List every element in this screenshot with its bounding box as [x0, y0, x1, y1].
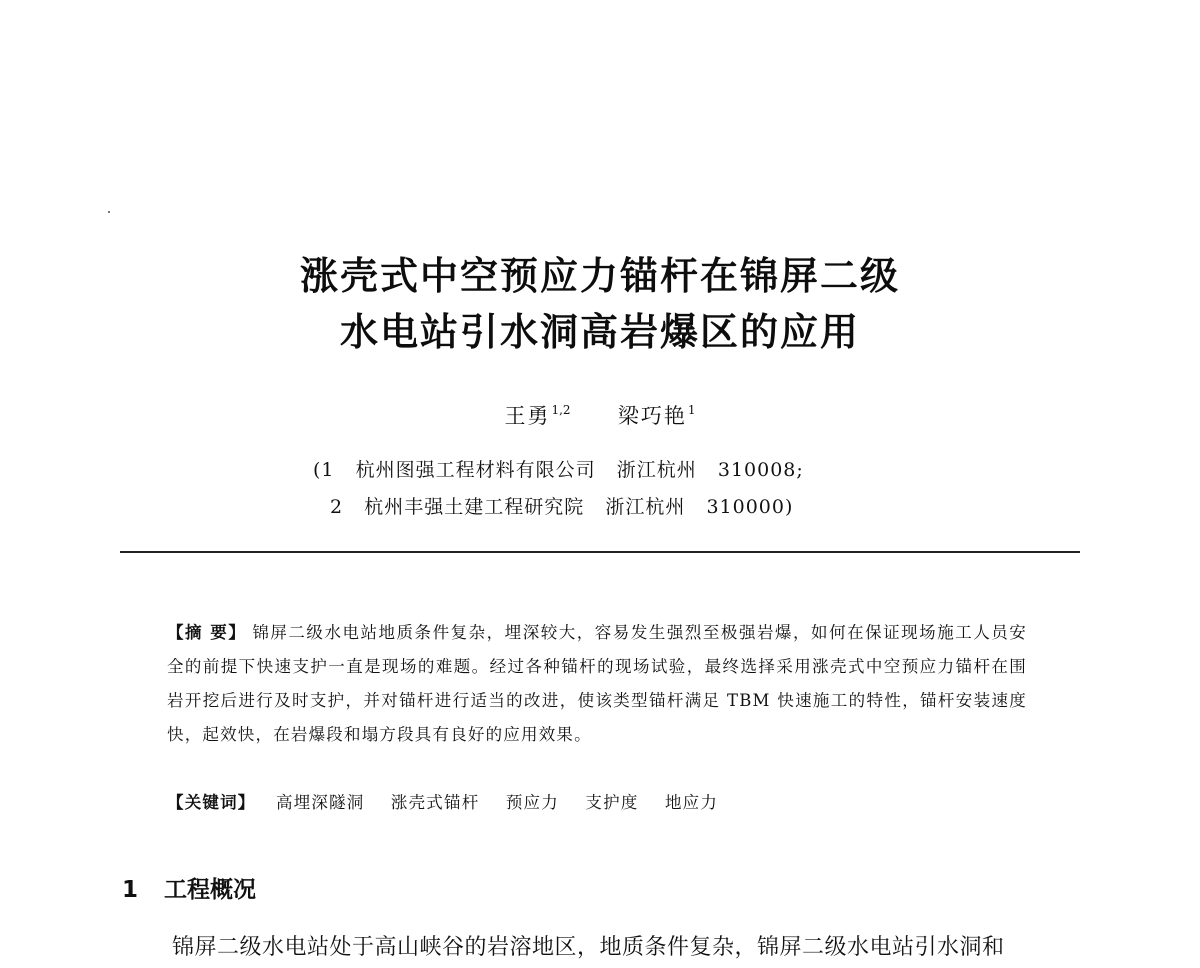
section-title: 工程概况	[164, 877, 256, 903]
author-name: 梁巧艳	[617, 404, 687, 428]
keyword: 预应力	[505, 793, 559, 812]
body-paragraph: 锦屏二级水电站处于高山峡谷的岩溶地区，地质条件复杂，锦屏二级水电站引水洞和	[172, 935, 1005, 960]
keywords-label: 【关键词】	[167, 793, 256, 812]
author-name: 王勇	[504, 404, 551, 428]
header-divider	[120, 551, 1080, 553]
keyword: 地应力	[664, 793, 719, 812]
keyword: 涨壳式锚杆	[390, 793, 480, 812]
section-number: 1	[122, 877, 139, 903]
section-heading	[122, 874, 256, 906]
keyword: 支护度	[585, 793, 639, 812]
author-affiliation-mark: 1	[687, 403, 696, 417]
affiliation-line-2: 2 杭州丰强土建工程研究院 浙江杭州 310000)	[330, 496, 794, 518]
abstract-label: 【摘 要】	[167, 623, 247, 642]
abstract-text: 锦屏二级水电站地质条件复杂，埋深较大，容易发生强烈至极强岩爆，如何在保证现场施工人员安全的前提下快速支护一直是现场的难题。经过各种锚杆的现场试验，最终选择采用涨壳式中空预应力锚杆在围岩开挖后进行及时支护，并对锚杆进行适当的改进，使该类型锚杆满足 TBM 快速施工的特性，锚杆安装速度快，起效快，在岩爆段和塌方段具有良好的应用效果。	[167, 623, 1027, 744]
keyword: 高埋深隧洞	[275, 793, 365, 812]
author-affiliation-mark: 1,2	[551, 403, 571, 417]
title-line-2: 水电站引水洞高岩爆区的应用	[339, 310, 860, 354]
author-list	[100, 402, 1100, 430]
scan-speck	[108, 211, 110, 213]
keywords	[167, 788, 1027, 818]
abstract	[167, 616, 1027, 752]
title-line-1: 涨壳式中空预应力锚杆在锦屏二级	[299, 254, 900, 298]
affiliation-line-1: (1 杭州图强工程材料有限公司 浙江杭州 310008;	[313, 459, 804, 481]
